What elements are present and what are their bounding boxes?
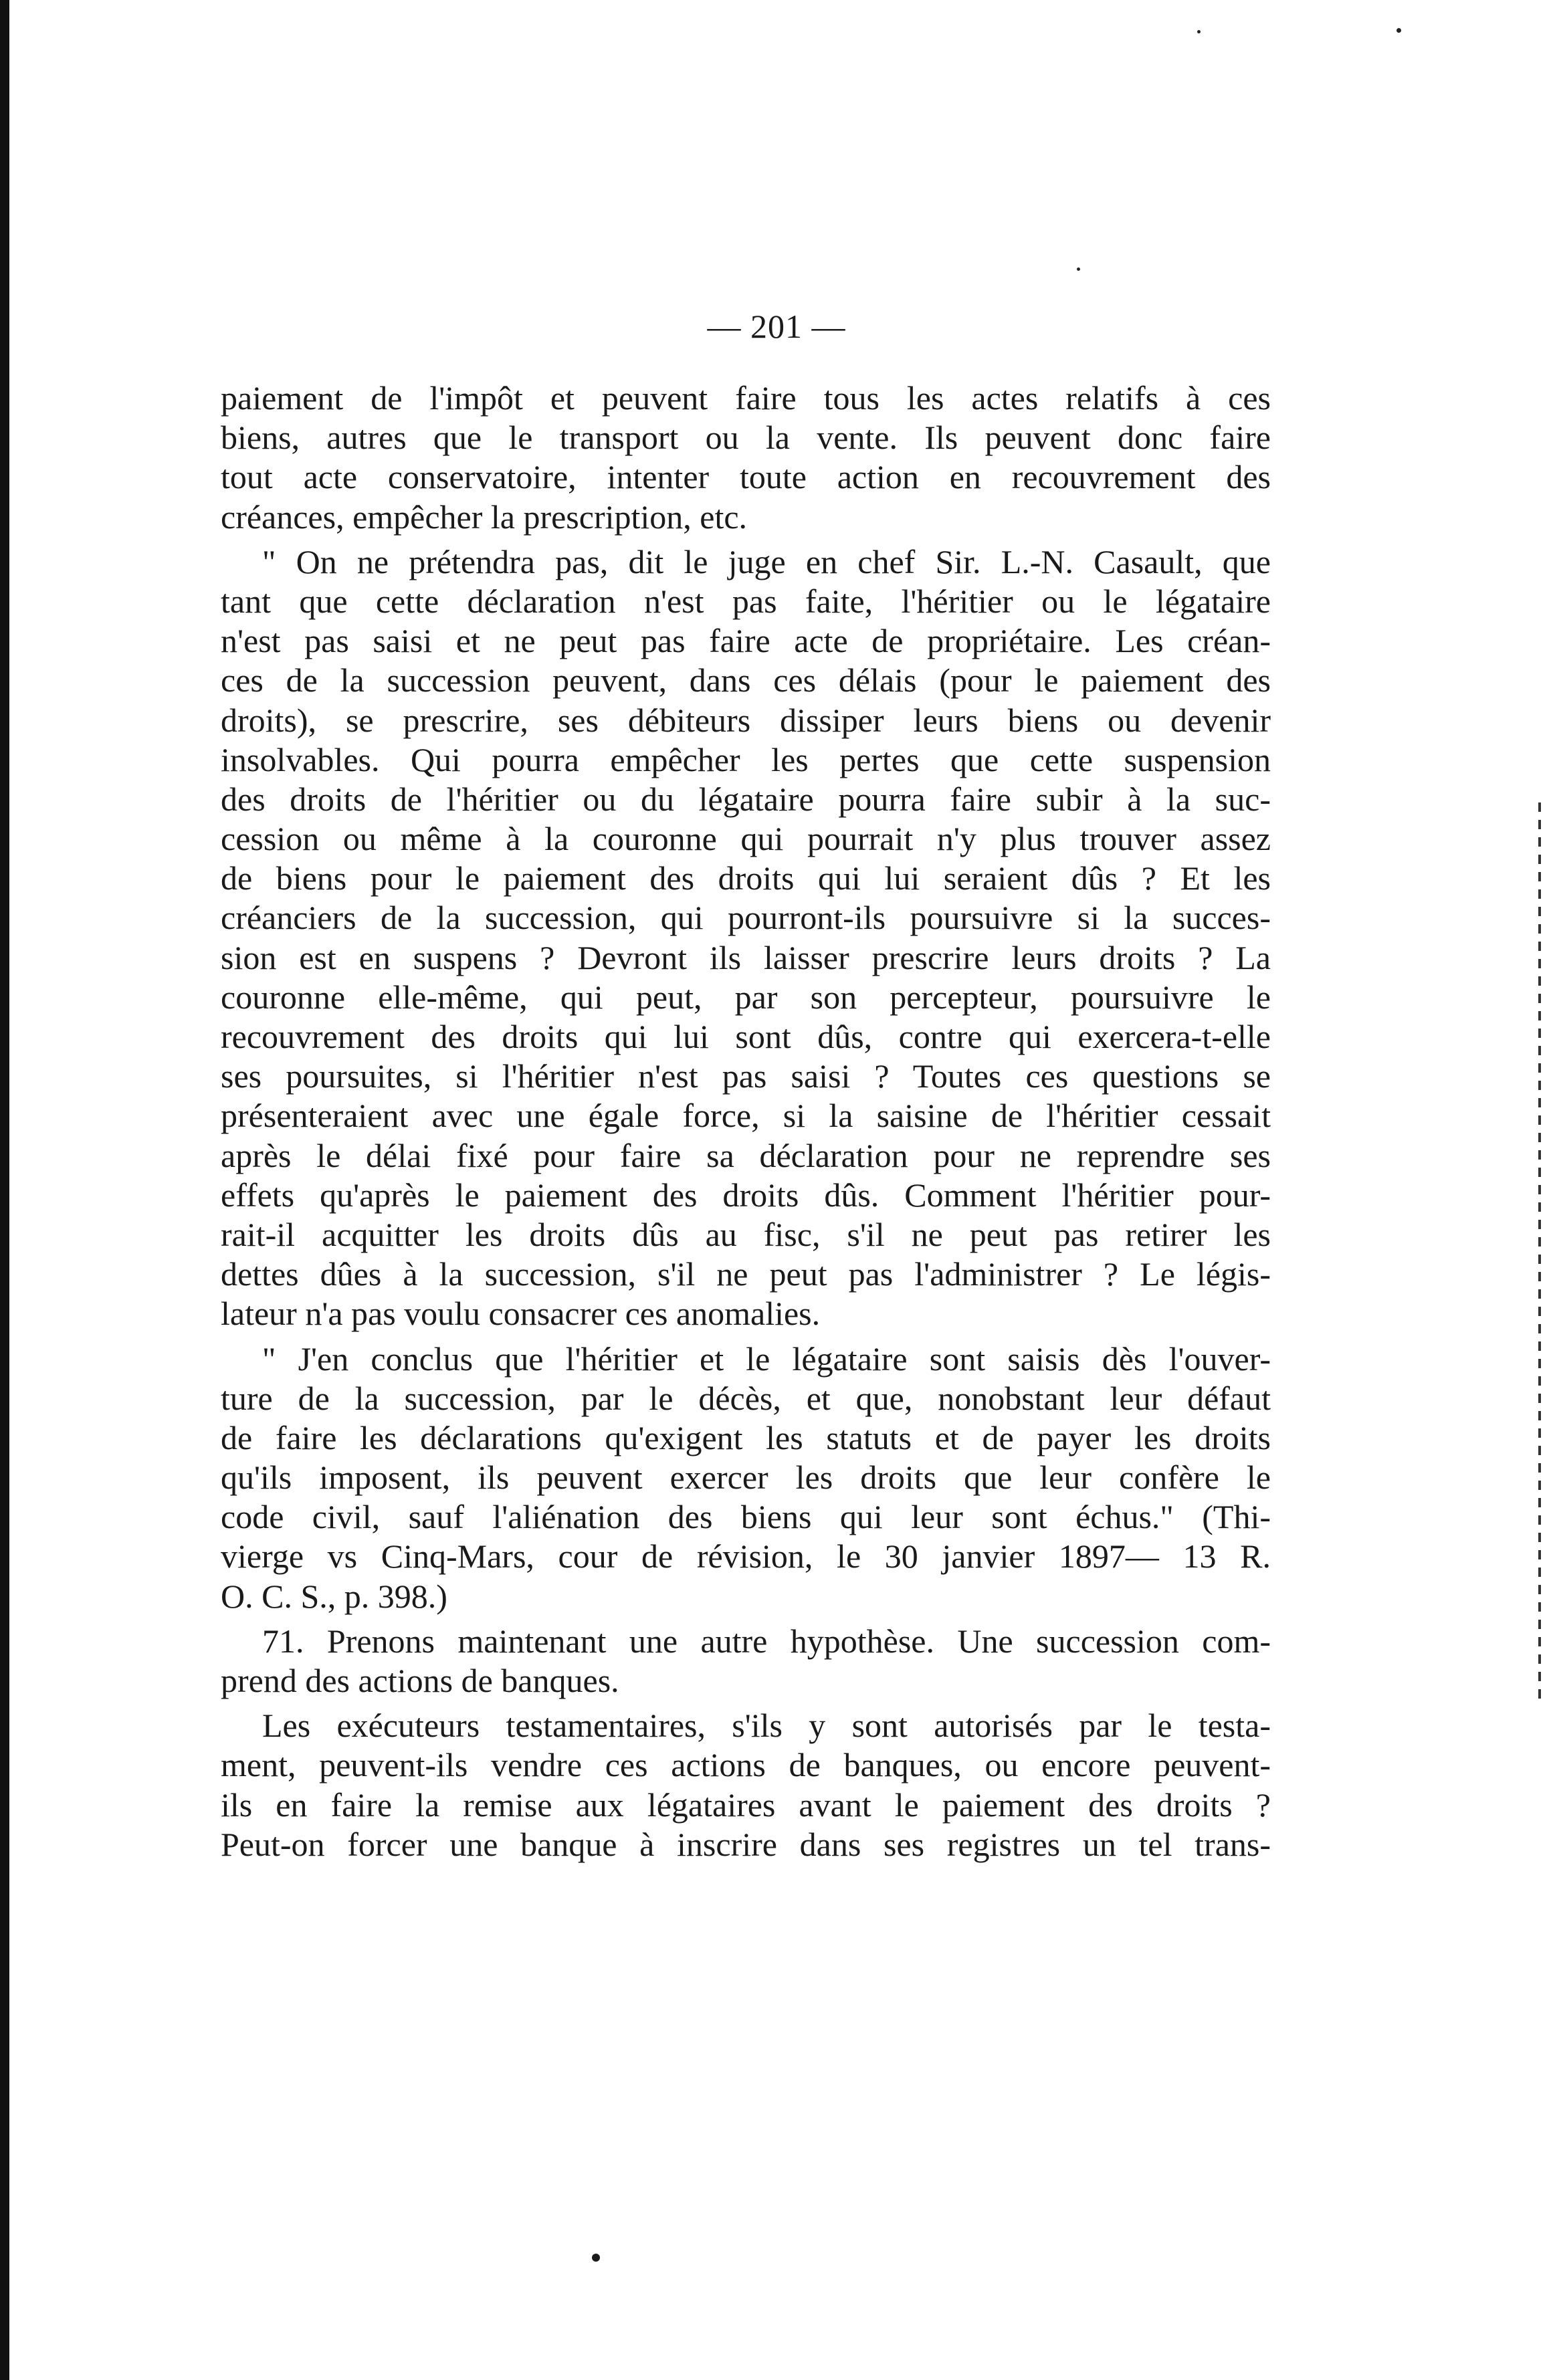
text-line: prend des actions de banques. [221,1662,619,1699]
page-number: — 201 — [707,308,846,345]
scan-speck [1077,267,1080,271]
text-line: ture de la succession, par le décès, et que, nonobstant leur défaut [221,1379,1271,1417]
text-line: biens, autres que le transport ou la vente. Ils peuvent donc faire [221,419,1271,457]
text-line: couronne elle-même, qui peut, par son percepteur, poursuivre le [221,978,1271,1016]
body-text [221,378,1271,1864]
paragraph [221,1622,1271,1701]
text-line: tout acte conservatoire, intenter toute action en recouvrement des [221,458,1271,496]
text-line: " J'en conclus que l'héritier et le légataire sont saisis dès l'ouver- [262,1339,1271,1378]
text-line: effets qu'après le paiement des droits dûs. Comment l'héritier pour- [221,1176,1271,1214]
text-line: Les exécuteurs testamentaires, s'ils y sont autorisés par le testa- [262,1707,1271,1745]
paragraph [221,378,1271,537]
text-line: code civil, sauf l'aliénation des biens qui leur sont échus." (Thi- [221,1498,1271,1536]
text-line: n'est pas saisi et ne peut pas faire acte de propriétaire. Les créan- [221,622,1271,660]
text-line: cession ou même à la couronne qui pourrait n'y plus trouver assez [221,820,1271,858]
text-line: ils en faire la remise aux légataires avant le paiement des droits ? [221,1786,1271,1824]
text-line: tant que cette déclaration n'est pas faite, l'héritier ou le légataire [221,582,1271,620]
text-line: " On ne prétendra pas, dit le juge en chef Sir. L.-N. Casault, que [262,542,1271,580]
text-line: ses poursuites, si l'héritier n'est pas saisi ? Toutes ces questions se [221,1057,1271,1095]
text-line: ment, peuvent-ils vendre ces actions de banques, ou encore peuvent- [221,1746,1271,1784]
text-line: de faire les déclarations qu'exigent les statuts et de payer les droits [221,1418,1271,1456]
text-line: présenteraient avec une égale force, si la saisine de l'héritier cessait [221,1097,1271,1135]
scan-speck [1396,28,1401,33]
text-line: dettes dûes à la succession, s'il ne peut pas l'administrer ? Le légis- [221,1255,1271,1293]
scan-speck [1197,30,1201,33]
text-line: Peut-on forcer une banque à inscrire dans ses registres un tel trans- [221,1825,1271,1863]
text-line: 71. Prenons maintenant une autre hypothèse. Une succession com- [262,1622,1271,1660]
scan-right-edge [1538,802,1541,1705]
text-line: sion est en suspens ? Devront ils laisser prescrire leurs droits ? La [221,938,1271,976]
text-line: lateur n'a pas voulu consacrer ces anomalies. [221,1295,821,1333]
text-line: des droits de l'héritier ou du légataire pourra faire subir à la suc- [221,780,1271,818]
text-line: ces de la succession peuvent, dans ces délais (pour le paiement des [221,661,1271,699]
ink-dot [592,2254,600,2262]
paragraph [221,542,1271,1334]
text-line: paiement de l'impôt et peuvent faire tous les actes relatifs à ces [221,379,1271,417]
text-line: O. C. S., p. 398.) [221,1577,447,1615]
text-line: vierge vs Cinq-Mars, cour de révision, le 30 janvier 1897— 13 R. [221,1537,1271,1576]
text-line: recouvrement des droits qui lui sont dûs, contre qui exercera-t-elle [221,1018,1271,1055]
text-line: créanciers de la succession, qui pourront-ils poursuivre si la succes- [221,899,1271,937]
text-line: rait-il acquitter les droits dûs au fisc, s'il ne peut pas retirer les [221,1215,1271,1253]
text-line: insolvables. Qui pourra empêcher les pertes que cette suspension [221,740,1271,778]
text-line: de biens pour le paiement des droits qui lui seraient dûs ? Et les [221,859,1271,897]
text-line: créances, empêcher la prescription, etc. [221,498,748,536]
paragraph [221,1339,1271,1616]
text-line: droits), se prescrire, ses débiteurs dissiper leurs biens ou devenir [221,701,1271,739]
text-line: qu'ils imposent, ils peuvent exercer les droits que leur confère le [221,1458,1271,1497]
text-line: après le délai fixé pour faire sa déclaration pour ne reprendre ses [221,1136,1271,1174]
scan-left-edge [0,0,9,2380]
paragraph [221,1706,1271,1864]
